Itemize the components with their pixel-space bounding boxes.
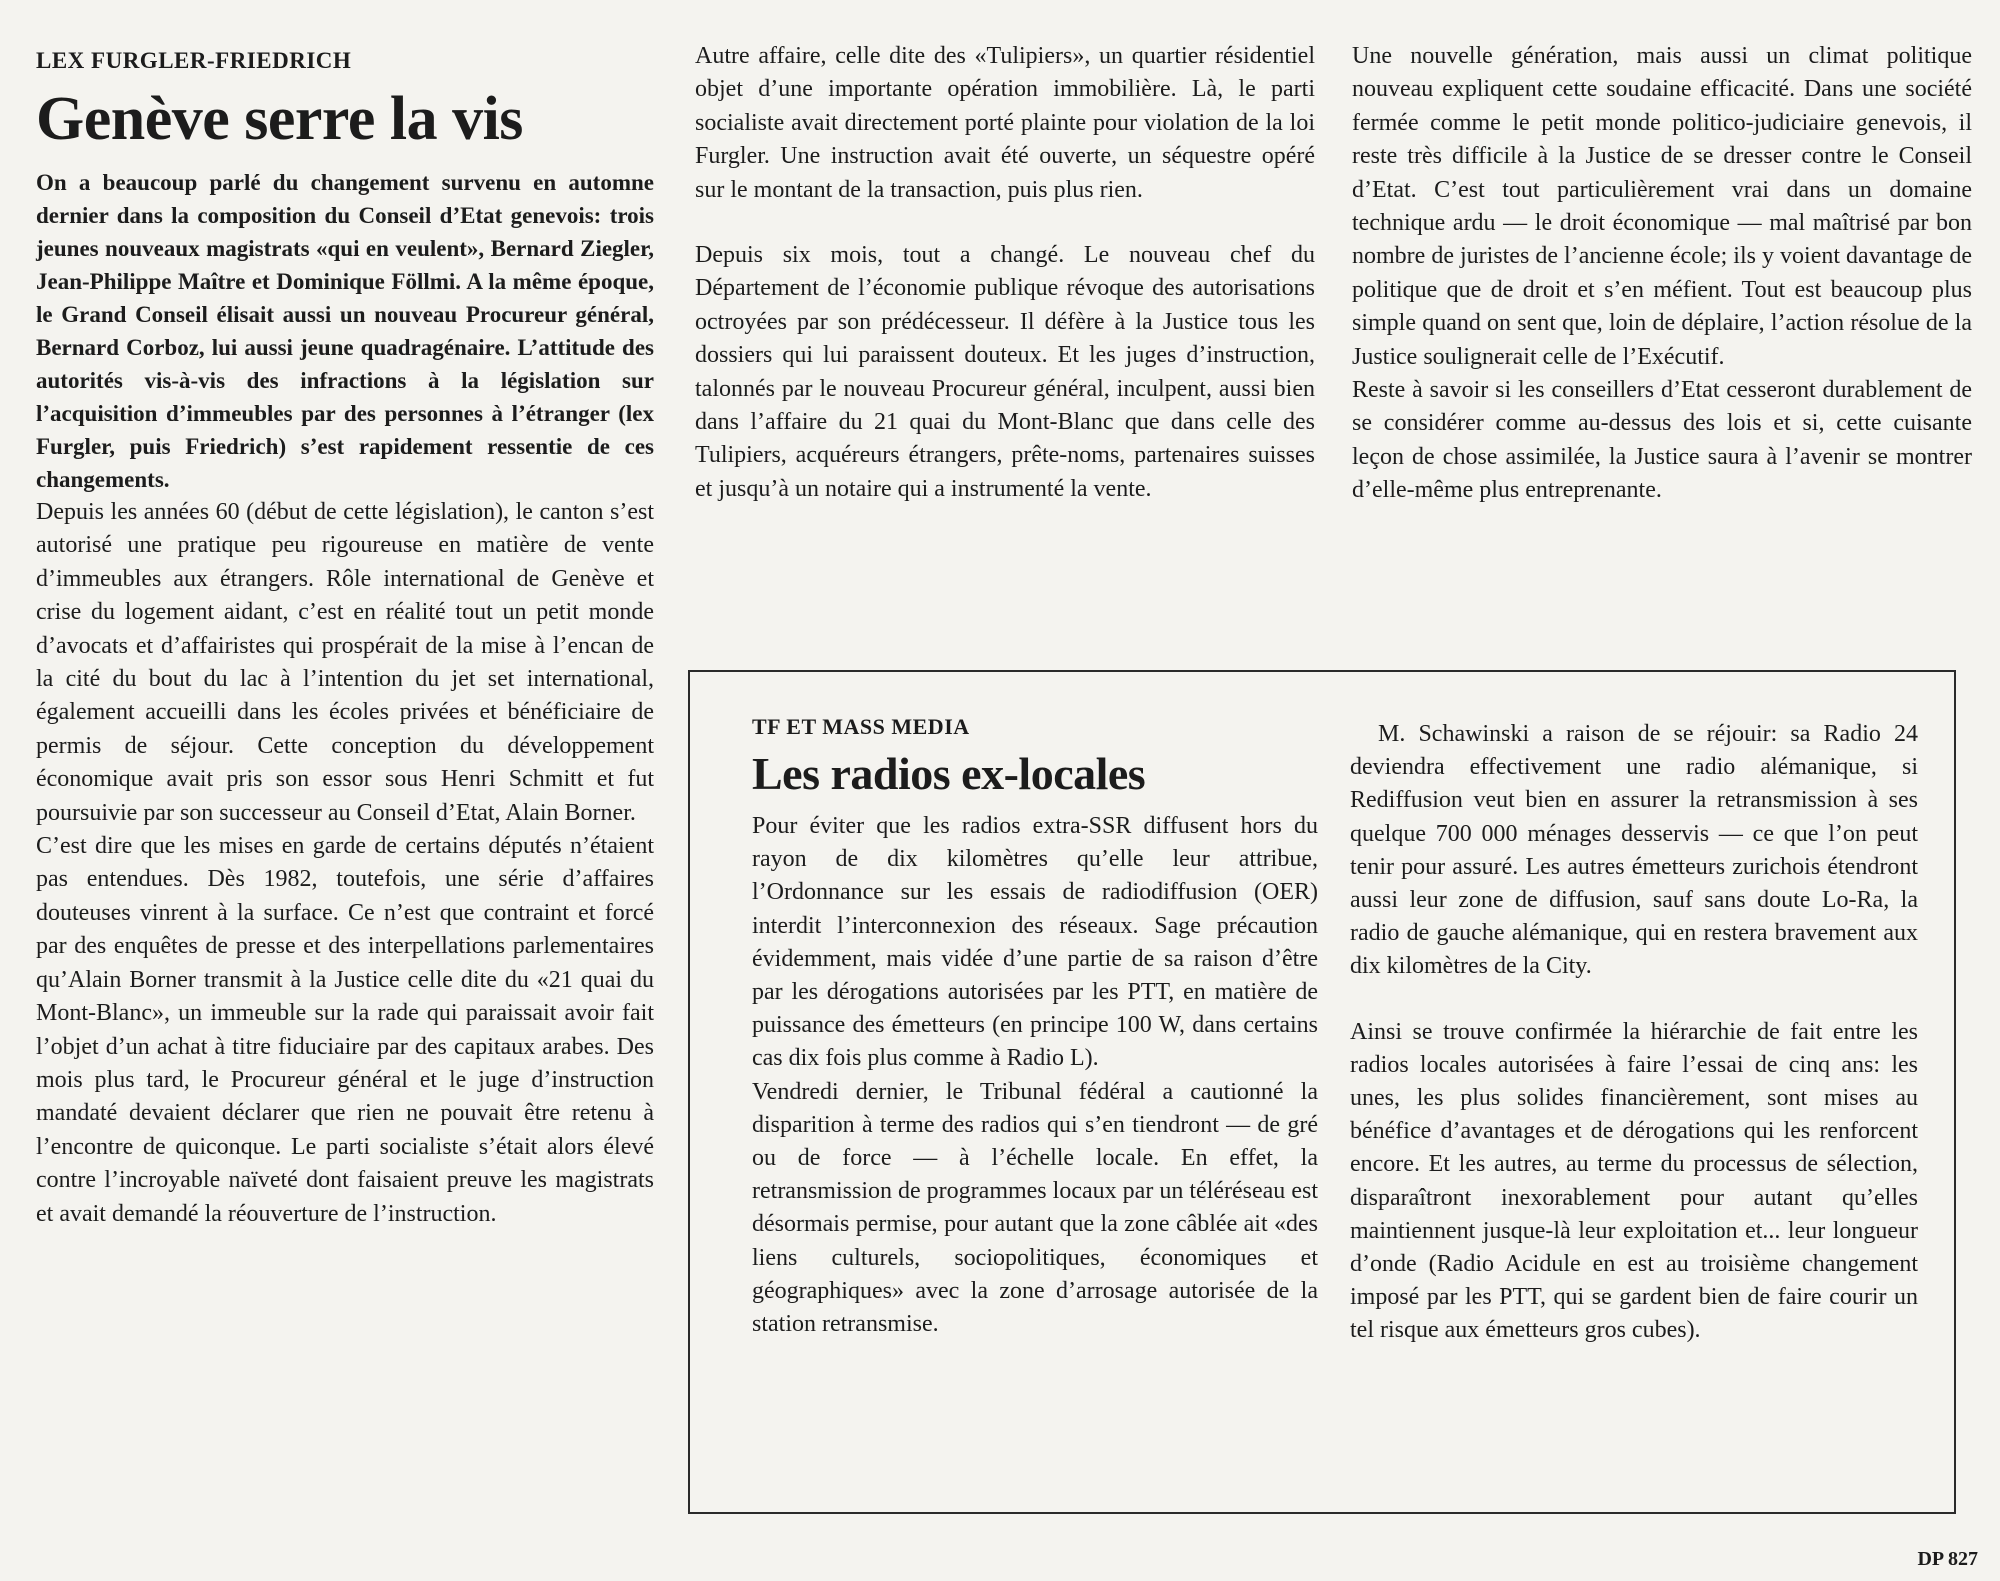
article2-box <box>688 670 1956 1514</box>
article1-paragraph-4: Depuis six mois, tout a changé. Le nouveau chef du Département de l’économie publique révoque des autorisations octroyées par son prédécesseur. Il défère à la Justice tous les dossiers qui lui paraissent douteux. Et les juges d’instruction, talonnés par le nouveau Procureur général, inculpent, aussi bien dans l’affaire du 21 quai du Mont-Blanc que dans celle des Tulipiers, acquéreurs étrangers, prête-noms, partenaires suisses et jusqu’à un notaire qui a instrumenté la vente. <box>695 242 1315 502</box>
article1-headline: Genève serre la vis <box>36 85 523 153</box>
article1-lead: On a beaucoup parlé du changement survenu en automne dernier dans la composition du Conseil d’Etat genevois: trois jeunes nouveaux magistrats «qui en veulent», Bernard Ziegler, Jean-Philippe Maître et Dominique Föllmi. A la même époque, le Grand Conseil élisait aussi un nouveau Procureur général, Bernard Corboz, lui aussi jeune quadragénaire. L’attitude des autorités vis-à-vis des infractions à la législation sur l’acquisition d’immeubles par des personnes à l’étranger (lex Furgler, puis Friedrich) s’est rapidement ressentie de ces changements. <box>36 170 654 492</box>
article1-kicker: LEX FURGLER-FRIEDRICH <box>36 48 352 73</box>
article1-paragraph-1: Depuis les années 60 (début de cette législation), le canton s’est autorisé une pratique peu rigoureuse en matière de vente d’immeubles aux étrangers. Rôle international de Genève et crise du logement aidant, c’est en réalité tout un petit monde d’avocats et d’affairistes qui prospérait de la mise à l’encan de la cité du bout du lac à l’intention du jet set international, également accueilli dans les écoles privées et bénéficiaire de permis de séjour. Cette conception du développement économique avait pris son essor sous Henri Schmitt et fut poursuivie par son successeur au Conseil d’Etat, Alain Borner. <box>36 499 654 826</box>
page-number: DP 827 <box>1917 1548 1978 1570</box>
article2-column-2 <box>1350 718 1918 1348</box>
article2-paragraph-3: M. Schawinski a raison de se réjouir: sa Radio 24 deviendra effectivement une radio alémanique, si Rediffusion veut bien en assurer la retransmission à ses quelque 700 000 ménages desservis — ce que l’on peut tenir pour assuré. Les autres émetteurs zurichois étendront aussi leur zone de diffusion, sauf sans doute Lo-Ra, la radio de gauche alémanique, qui en restera bravement aux dix kilomètres de la City. <box>1350 721 1918 980</box>
article1-paragraph-2: C’est dire que les mises en garde de certains députés n’étaient pas entendues. Dès 1982, toutefois, une série d’affaires douteuses vinrent à la surface. Ce n’est que contraint et forcé par des enquêtes de presse et des interpellations parlementaires qu’Alain Borner transmit à la Justice celle dite du «21 quai du Mont-Blanc», un immeuble sur la rade qui paraissait avoir fait l’objet d’un achat à titre fiduciaire par des capitaux arabes. Des mois plus tard, le Procureur général et le juge d’instruction mandaté devaient déclarer que rien ne pouvait être retenu à l’encontre de quiconque. Le parti socialiste s’était alors élevé contre l’incroyable naïveté dont faisaient preuve les magistrats et avait demandé la réouverture de l’instruction. <box>36 833 654 1227</box>
article1-column-2 <box>695 40 1315 506</box>
article2-paragraph-4: Ainsi se trouve confirmée la hiérarchie de fait entre les radios locales autorisées à faire l’essai de cinq ans: les unes, les plus solides financièrement, sont mises au bénéfice d’avantages et de dérogations qui les renforcent encore. Et les autres, au terme du processus de sélection, disparaîtront inexorablement pour autant qu’elles maintiennent jusque-là leur exploitation et... leur longueur d’onde (Radio Acidule en est au troisième changement imposé par les PTT, qui se gardent bien de faire courir un tel risque aux émetteurs gros cubes). <box>1350 1018 1918 1344</box>
article2-column-1 <box>752 712 1318 1341</box>
article2-paragraph-2: Vendredi dernier, le Tribunal fédéral a cautionné la disparition à terme des radios qui s’en tiendront — de gré ou de force — à l’échelle locale. En effet, la retransmission de programmes locaux par un téléréseau est désormais permise, pour autant que la zone câblée ait «des liens culturels, sociopolitiques, économiques et géographiques» avec la zone d’arrosage autorisée de la station retransmise. <box>752 1078 1318 1338</box>
article2-paragraph-1: Pour éviter que les radios extra-SSR diffusent hors du rayon de dix kilomètres qu’elle leur attribue, l’Ordonnance sur les essais de radiodiffusion (OER) interdit l’interconnexion des réseaux. Sage précaution évidemment, mais vidée d’une partie de sa raison d’être par les dérogations autorisées par les PTT, en matière de puissance des émetteurs (en principe 100 W, dans certains cas dix fois plus comme à Radio L). <box>752 813 1318 1072</box>
article1-paragraph-3: Autre affaire, celle dite des «Tulipiers», un quartier résidentiel objet d’une importante opération immobilière. Là, le parti socialiste avait directement porté plainte pour violation de la loi Furgler. Une instruction avait été ouverte, un séquestre opéré sur le montant de la transaction, puis plus rien. <box>695 43 1315 203</box>
article1-column-1 <box>36 40 654 1231</box>
article2-kicker: TF ET MASS MEDIA <box>752 714 970 739</box>
article1-paragraph-5: Une nouvelle génération, mais aussi un climat politique nouveau expliquent cette soudaine efficacité. Dans une société fermée comme le petit monde politico-judiciaire genevois, il reste très difficile à la Justice de se dresser contre le Conseil d’Etat. C’est tout particulièrement vrai dans un domaine technique ardu — le droit économique — mal maîtrisé par bon nombre de juristes de l’ancienne école; ils y voient davantage de politique que de droit et s’en méfient. Tout est beaucoup plus simple quand on sent que, loin de déplaire, l’action résolue de la Justice soulignerait celle de l’Exécutif. <box>1352 43 1972 370</box>
article2-headline: Les radios ex-locales <box>752 748 1146 799</box>
article1-paragraph-6: Reste à savoir si les conseillers d’Etat cesseront durablement de se considérer comme au-dessus des lois et si, cette cuisante leçon de chose assimilée, la Justice saura à l’avenir se montrer d’elle-même plus entreprenante. <box>1352 377 1972 504</box>
article1-column-3 <box>1352 40 1972 508</box>
